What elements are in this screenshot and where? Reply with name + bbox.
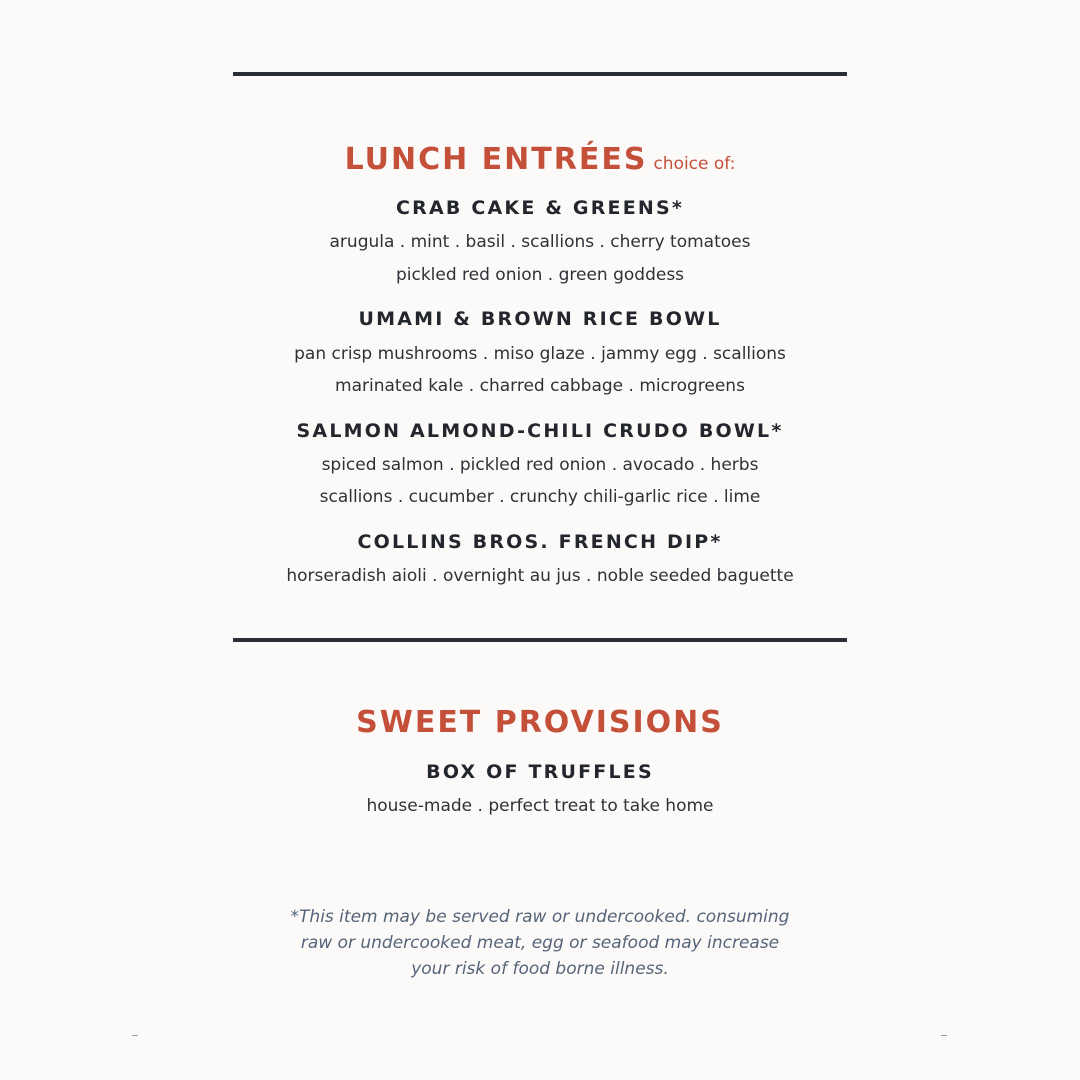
menu-item-description: arugula . mint . basil . scallions . cherry tomatoes [329,232,751,252]
sweet-provisions-heading: SWEET PROVISIONS [356,705,724,740]
middle-divider [233,638,847,642]
lunch-entrees-title: LUNCH ENTRÉES [344,142,648,177]
menu-item-description: pickled red onion . green goddess [395,265,685,285]
menu-item-name: CRAB CAKE & GREENS* [395,197,685,219]
menu-item-description: horseradish aioli . overnight au jus . noble seeded baguette [286,566,794,586]
choice-of-label: choice of: [653,154,736,174]
disclaimer-line: your risk of food borne illness. [411,959,669,979]
disclaimer-line: *This item may be served raw or undercooked. consuming [290,907,790,927]
lunch-entrees-heading [0,142,1080,177]
crop-mark [941,1035,947,1036]
menu-item-description: pan crisp mushrooms . miso glaze . jammy egg . scallions [294,344,786,364]
menu-item-description: marinated kale . charred cabbage . microgreens [335,376,745,396]
menu-item-description: house-made . perfect treat to take home [366,796,714,816]
disclaimer-line: raw or undercooked meat, egg or seafood may increase [300,933,780,953]
menu-item-name: BOX OF TRUFFLES [426,761,654,783]
menu-item-description: scallions . cucumber . crunchy chili-garlic rice . lime [319,487,761,507]
crop-mark [132,1035,138,1036]
top-divider [233,72,847,76]
menu-item-name: SALMON ALMOND-CHILI CRUDO BOWL* [296,420,784,442]
menu-item-name: COLLINS BROS. FRENCH DIP* [357,531,723,553]
menu-item-name: UMAMI & BROWN RICE BOWL [358,308,722,330]
menu-item-description: spiced salmon . pickled red onion . avocado . herbs [321,455,759,475]
